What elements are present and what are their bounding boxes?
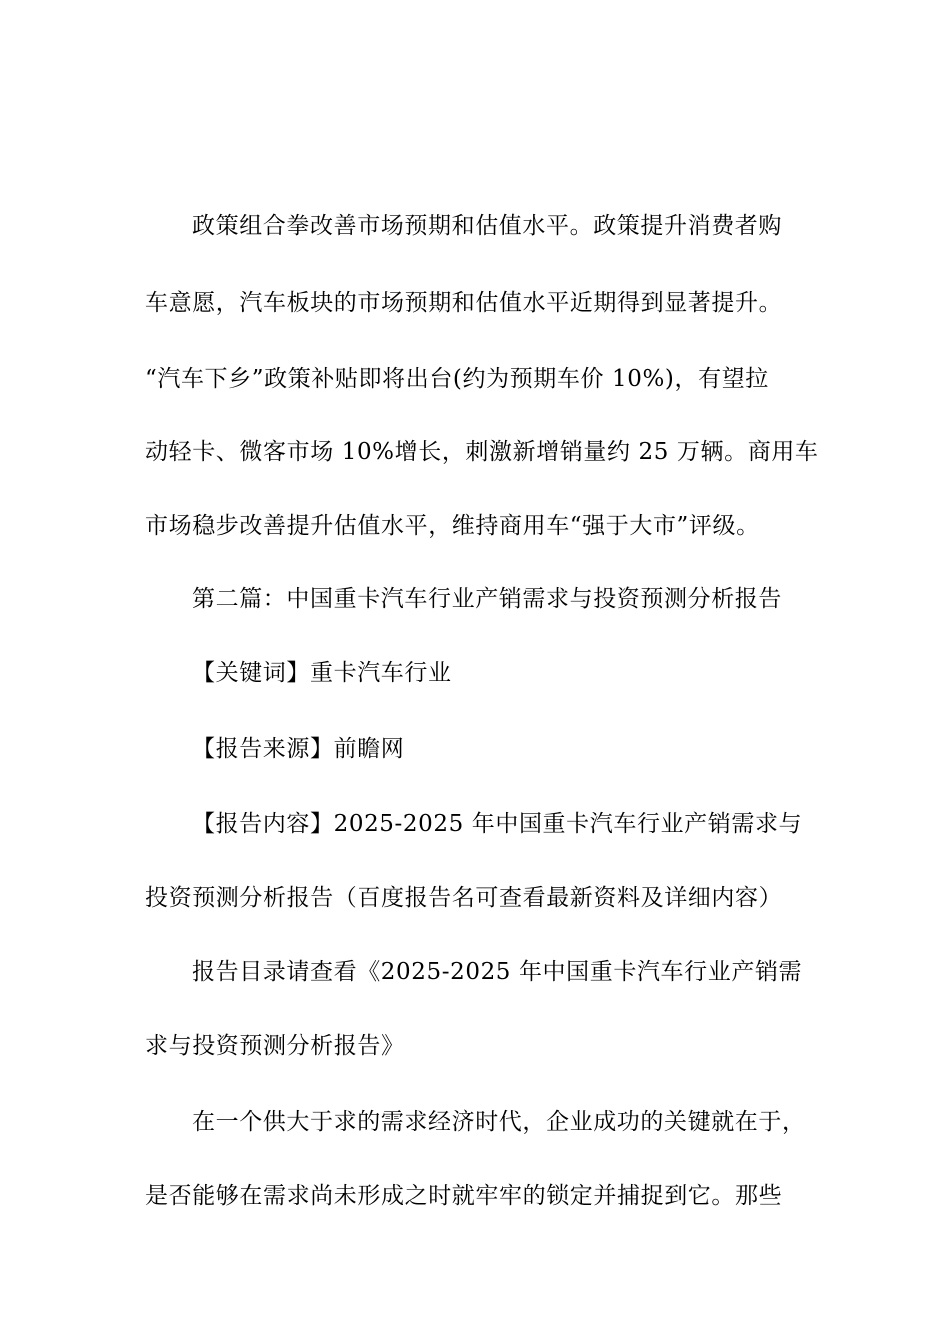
paragraph-1-line-1: 政策组合拳改善市场预期和估值水平。政策提升消费者购	[192, 213, 782, 239]
paragraph-2-line-1: 在一个供大于求的需求经济时代，企业成功的关键就在于，	[192, 1109, 806, 1135]
report-toc-line-1: 报告目录请查看《2025-2025 年中国重卡汽车行业产销需	[192, 959, 803, 985]
report-content-line-2: 投资预测分析报告（百度报告名可查看最新资料及详细内容）	[145, 885, 783, 911]
paragraph-2-line-2: 是否能够在需求尚未形成之时就牢牢的锁定并捕捉到它。那些	[145, 1183, 783, 1209]
report-content-line-1: 【报告内容】2025-2025 年中国重卡汽车行业产销需求与	[192, 811, 803, 837]
keywords-line: 【关键词】重卡汽车行业	[192, 660, 452, 686]
section-heading: 第二篇：中国重卡汽车行业产销需求与投资预测分析报告	[192, 586, 782, 612]
report-toc-line-2: 求与投资预测分析报告》	[145, 1033, 405, 1059]
paragraph-1-line-3: “汽车下乡”政策补贴即将出台(约为预期车价 10%)，有望拉	[145, 366, 769, 392]
report-source-line: 【报告来源】前瞻网	[192, 736, 405, 762]
paragraph-1-line-2: 车意愿，汽车板块的市场预期和估值水平近期得到显著提升。	[145, 290, 783, 316]
paragraph-1-line-5: 市场稳步改善提升估值水平，维持商用车“强于大市”评级。	[145, 513, 760, 539]
paragraph-1-line-4: 动轻卡、微客市场 10%增长，刺激新增销量约 25 万辆。商用车	[145, 439, 819, 465]
